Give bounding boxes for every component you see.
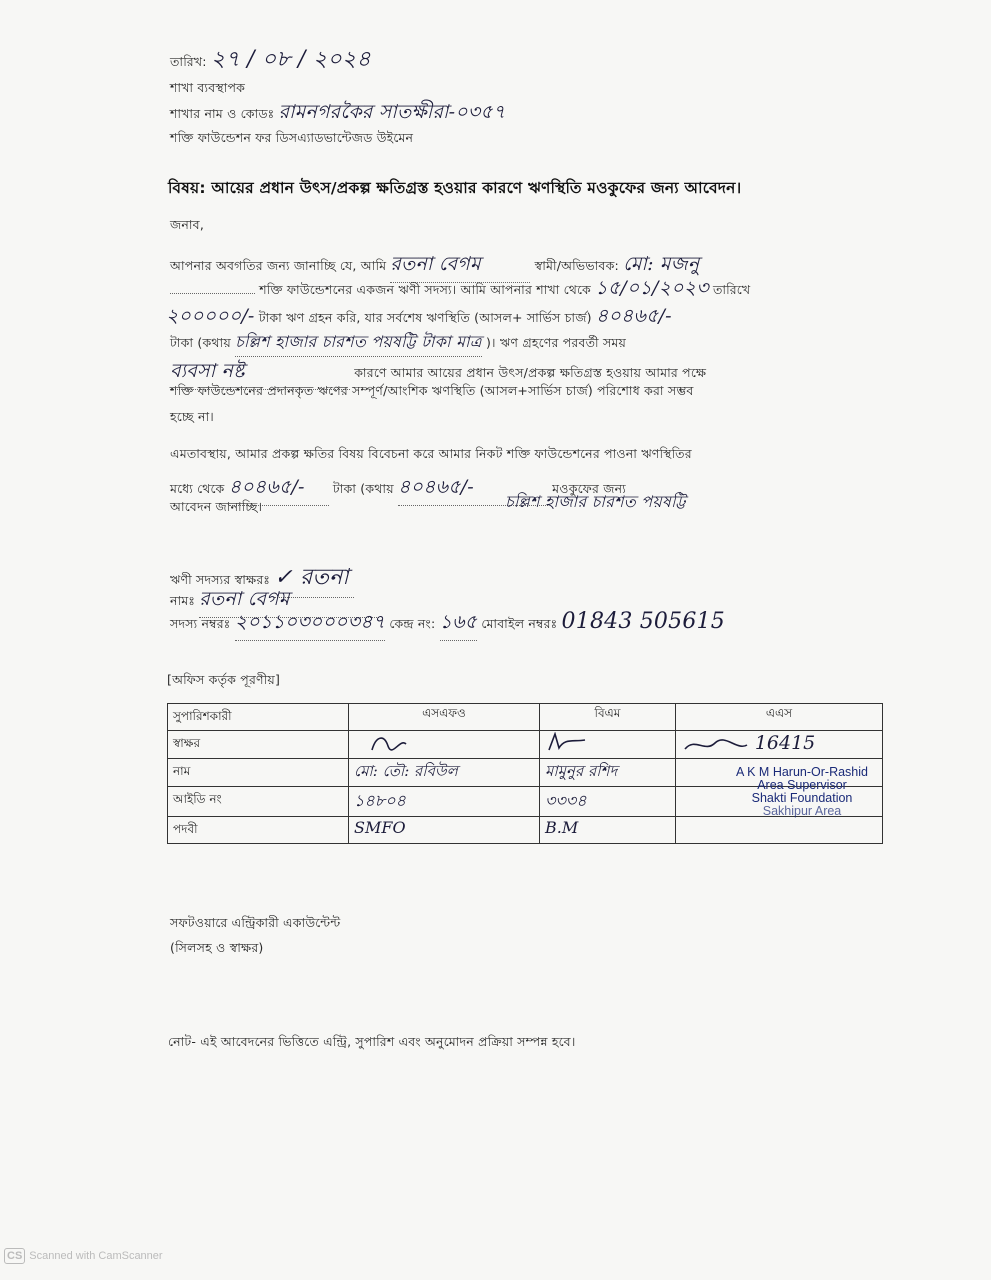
para1-text-h: কারণে আমার আয়ের প্রধান উৎস/প্রকল্প ক্ষতিগ্রস্ত হওয়ায় আমার পক্ষে bbox=[354, 365, 707, 380]
stamp-line-1: A K M Harun-Or-Rashid bbox=[736, 765, 868, 779]
stamp-line-2: Area Supervisor bbox=[757, 778, 847, 792]
col-header-as: এএস bbox=[676, 704, 883, 731]
para2-text-e: আবেদন জানাচ্ছি। bbox=[170, 499, 263, 514]
camscanner-logo-icon: CS bbox=[4, 1248, 25, 1264]
para1-line6: শক্তি ফাউন্ডেশনের প্রদানকৃত ঋণের সম্পূর্ণ/আংশিক ঋণস্থিতি (আসল+সার্ভিস চার্জ) পরিশোধ করা সম্ভব bbox=[170, 383, 694, 398]
accountant-label: সফটওয়ারে এন্ট্রিকারী একাউন্টেন্ট bbox=[170, 915, 341, 930]
camscanner-watermark bbox=[4, 1248, 163, 1264]
mobile-number: 01843 505615 bbox=[561, 609, 725, 634]
sfo-signature-mark bbox=[354, 732, 414, 754]
sfo-id: ১৪৮০৪ bbox=[349, 787, 540, 817]
para1-text-a: আপনার অবগতির জন্য জানাচ্ছি যে, আমি bbox=[170, 258, 387, 273]
accountant-sub-label: (সিলসহ ও স্বাক্ষর) bbox=[170, 940, 264, 955]
para1-text-d: তারিখে bbox=[712, 282, 751, 297]
guardian-name: মো: মজনু bbox=[623, 253, 700, 275]
col-header-sfo: এসএফও bbox=[349, 704, 540, 731]
waiver-in-words: চল্লিশ হাজার চারশত পয়ষট্টি bbox=[505, 492, 686, 511]
as-signature-number: 16415 bbox=[754, 732, 816, 754]
row-label-recommender: সুপারিশকারী bbox=[168, 704, 349, 731]
salutation: জনাব, bbox=[170, 217, 204, 232]
branch-value: রামনগরকৈর সাতক্ষীরা-০৩৫৭ bbox=[278, 101, 506, 123]
para1-text-f: টাকা (কথায় bbox=[170, 335, 231, 350]
para1-text-c: শক্তি ফাউন্ডেশনের একজন ঋণী সদস্য। আমি আপনার শাখা থেকে bbox=[259, 282, 592, 297]
as-designation bbox=[676, 817, 883, 844]
date-label: তারিখ: bbox=[170, 54, 207, 69]
branch-line bbox=[170, 98, 505, 130]
mobile-label: মোবাইল নম্বরঃ bbox=[481, 616, 558, 631]
para1-line7: হচ্ছে না। bbox=[170, 409, 214, 424]
stamp-line-3: Shakti Foundation bbox=[751, 791, 853, 805]
col-header-bm: বিএম bbox=[540, 704, 676, 731]
waiver-amount: ৪০৪৬৫/- bbox=[229, 473, 329, 506]
sfo-name: মো: তৌ: রবিউল bbox=[349, 759, 540, 787]
camscanner-text: Scanned with CamScanner bbox=[29, 1250, 163, 1262]
bm-id: ৩৩৩৪ bbox=[540, 787, 676, 817]
para1-line4 bbox=[170, 329, 626, 357]
bm-designation: B.M bbox=[540, 817, 676, 844]
loss-reason: ব্যবসা নষ্ট bbox=[170, 357, 350, 390]
balance-in-words: চল্লিশ হাজার চারশত পয়ষট্টি টাকা মাত্র bbox=[235, 329, 482, 357]
as-signature-mark bbox=[681, 735, 751, 757]
member-id-label: সদস্য নম্বরঃ bbox=[170, 616, 231, 631]
loan-amount: ২০০০০০/- bbox=[166, 305, 255, 327]
date-value: ২৭ / ০৮ / ২০২৪ bbox=[210, 47, 371, 72]
date-line bbox=[170, 42, 371, 79]
loan-date: ১৫/০১/২০২৩ bbox=[595, 277, 709, 299]
outstanding-balance: ৪০৪৬৫/- bbox=[595, 305, 672, 327]
area-supervisor-stamp bbox=[707, 766, 897, 818]
row-label-signature: স্বাক্ষর bbox=[168, 731, 349, 759]
center-number: ১৬৫ bbox=[440, 608, 478, 641]
as-signature bbox=[676, 731, 883, 759]
sfo-signature bbox=[349, 731, 540, 759]
member-name: রতনা বেগম bbox=[199, 585, 379, 618]
member-id-line bbox=[170, 608, 725, 641]
stamp-line-4: Sakhipur Area bbox=[762, 804, 842, 818]
row-label-name: নাম bbox=[168, 759, 349, 787]
para1-text-e: টাকা ঋণ গ্রহন করি, যার সর্বশেষ ঋণস্থিতি (আসল+ সার্ভিস চার্জ) bbox=[258, 310, 592, 325]
member-signature: ✓ রতনা bbox=[274, 560, 354, 598]
row-label-designation: পদবী bbox=[168, 817, 349, 844]
para2-text-c: টাকা (কথায় bbox=[332, 481, 394, 496]
applicant-name: রতনা বেগম bbox=[390, 250, 530, 283]
waiver-amount-words: ৪০৪৬৫/- bbox=[398, 473, 548, 506]
para2-line1: এমতাবস্থায়, আমার প্রকল্প ক্ষতির বিষয় বিবেচনা করে আমার নিকট শক্তি ফাউন্ডেশনের পাওনা ঋণস্থিতির bbox=[170, 446, 692, 461]
para1-text-b: স্বামী/অভিভাবক: bbox=[534, 258, 619, 273]
para2-line3 bbox=[170, 499, 262, 519]
para1-text-g: )। ঋণ গ্রহণের পরবর্তী সময় bbox=[485, 335, 627, 350]
branch-label: শাখার নাম ও কোডঃ bbox=[170, 106, 275, 121]
row-label-id: আইডি নং bbox=[168, 787, 349, 817]
footer-note: নোট- এই আবেদনের ভিত্তিতে এন্ট্রি, সুপারিশ এবং অনুমোদন প্রক্রিয়া সম্পন্ন হবে। bbox=[168, 1034, 576, 1049]
bm-signature bbox=[540, 731, 676, 759]
para2-text-b: মধ্যে থেকে bbox=[170, 481, 225, 496]
member-id: ২০১১০৩০০০৩৪৭ bbox=[235, 608, 386, 641]
center-label: কেন্দ্র নং: bbox=[389, 616, 436, 631]
office-use-heading: [অফিস কর্তৃক পূরণীয়] bbox=[167, 672, 281, 687]
recipient-title: শাখা ব্যবস্থাপক bbox=[170, 80, 246, 95]
sfo-designation: SMFO bbox=[349, 817, 540, 844]
subject-line: বিষয়: আয়ের প্রধান উৎস/প্রকল্প ক্ষতিগ্রস্ত হওয়ার কারণে ঋণস্থিতি মওকুফের জন্য আবেদন। bbox=[168, 179, 742, 197]
member-name-label: নামঃ bbox=[170, 593, 196, 608]
member-sign-label: ঋণী সদস্যর স্বাক্ষরঃ bbox=[170, 572, 271, 587]
organization-name: শক্তি ফাউন্ডেশন ফর ডিসএ্যাডভান্টেজড উইমেন bbox=[170, 130, 414, 145]
bm-name: মামুনুর রশিদ bbox=[540, 759, 676, 787]
bm-signature-mark bbox=[545, 732, 605, 754]
para2-text-d: মওকুফের জন্য bbox=[552, 481, 626, 496]
